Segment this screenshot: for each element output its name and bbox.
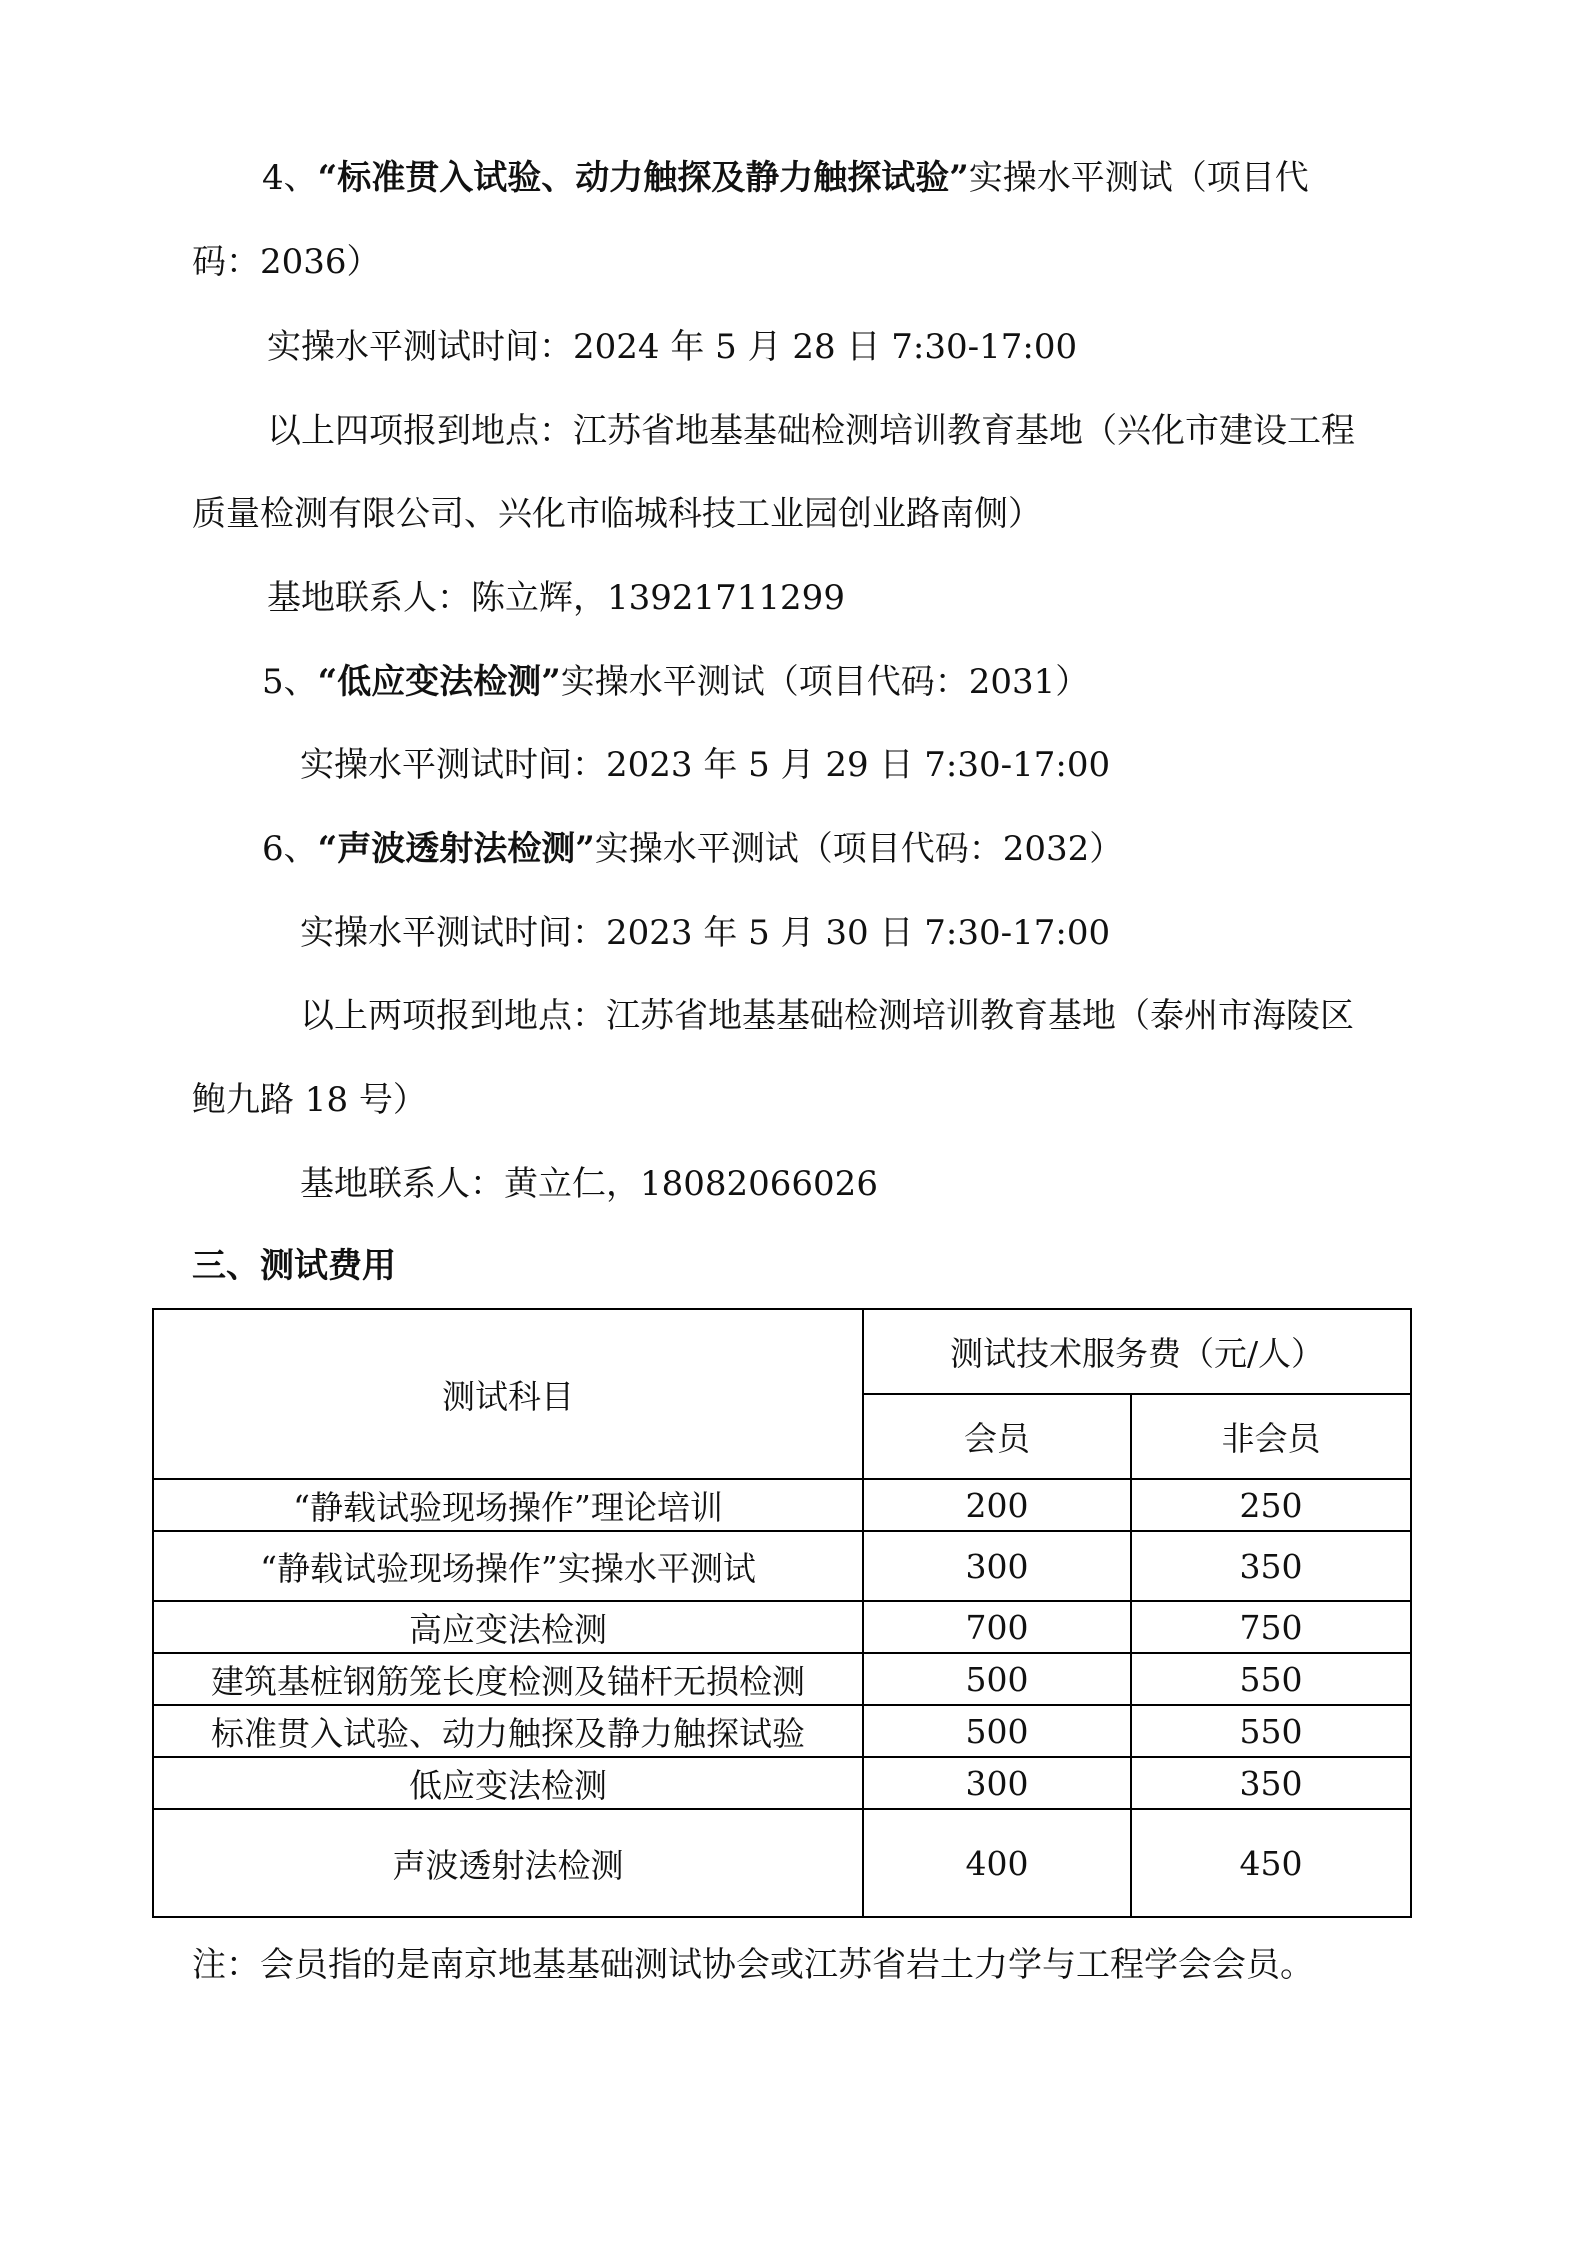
section-heading: 三、测试费用 bbox=[192, 1246, 396, 1286]
row-member-fee: 500 bbox=[863, 1705, 1131, 1757]
row-nonmember-fee: 450 bbox=[1131, 1809, 1411, 1917]
item-6-title: “声波透射法检测” bbox=[317, 829, 595, 869]
fee-table bbox=[152, 1308, 1412, 1918]
row-subject: 建筑基桩钢筋笼长度检测及锚杆无损检测 bbox=[153, 1653, 863, 1705]
table-row bbox=[153, 1757, 1411, 1809]
item-6-prefix: 6、 bbox=[262, 829, 318, 869]
item-5-prefix: 5、 bbox=[262, 662, 318, 702]
row-subject: 高应变法检测 bbox=[153, 1601, 863, 1653]
row-member-fee: 400 bbox=[863, 1809, 1131, 1917]
row-subject: 声波透射法检测 bbox=[153, 1809, 863, 1917]
location-2-line1: 以上两项报到地点：江苏省地基基础检测培训教育基地（泰州市海陵区 bbox=[300, 996, 1354, 1036]
item-6-suffix: 实操水平测试（项目代码：2032） bbox=[594, 829, 1124, 869]
row-member-fee: 700 bbox=[863, 1601, 1131, 1653]
location-2-line2: 鲍九路 18 号） bbox=[192, 1080, 427, 1120]
table-row bbox=[153, 1653, 1411, 1705]
item-6-heading bbox=[262, 829, 1123, 869]
location-1-line1: 以上四项报到地点：江苏省地基基础检测培训教育基地（兴化市建设工程 bbox=[267, 411, 1355, 451]
item-4-suffix: 实操水平测试（项目代 bbox=[968, 158, 1309, 198]
table-row bbox=[153, 1809, 1411, 1917]
item-4-heading bbox=[262, 158, 1309, 198]
table-row bbox=[153, 1601, 1411, 1653]
row-nonmember-fee: 250 bbox=[1131, 1479, 1411, 1531]
row-nonmember-fee: 550 bbox=[1131, 1705, 1411, 1757]
item-4-time: 实操水平测试时间：2024 年 5 月 28 日 7:30-17:00 bbox=[267, 327, 1078, 367]
row-member-fee: 500 bbox=[863, 1653, 1131, 1705]
row-member-fee: 300 bbox=[863, 1757, 1131, 1809]
row-subject: 标准贯入试验、动力触探及静力触探试验 bbox=[153, 1705, 863, 1757]
header-fee: 测试技术服务费（元/人） bbox=[863, 1309, 1411, 1394]
header-subject: 测试科目 bbox=[153, 1309, 863, 1479]
row-subject: “静载试验现场操作”实操水平测试 bbox=[153, 1531, 863, 1601]
header-member: 会员 bbox=[863, 1394, 1131, 1479]
row-member-fee: 300 bbox=[863, 1531, 1131, 1601]
item-5-heading bbox=[262, 662, 1089, 702]
location-1-contact: 基地联系人：陈立辉，13921711299 bbox=[267, 578, 845, 618]
item-4-prefix: 4、 bbox=[262, 158, 318, 198]
item-6-time: 实操水平测试时间：2023 年 5 月 30 日 7:30-17:00 bbox=[300, 913, 1111, 953]
location-2-contact: 基地联系人：黄立仁，18082066026 bbox=[300, 1164, 878, 1204]
row-nonmember-fee: 550 bbox=[1131, 1653, 1411, 1705]
row-subject: “静载试验现场操作”理论培训 bbox=[153, 1479, 863, 1531]
footnote: 注：会员指的是南京地基基础测试协会或江苏省岩土力学与工程学会会员。 bbox=[192, 1945, 1314, 1985]
table-header-row bbox=[153, 1309, 1411, 1394]
item-4-code: 码：2036） bbox=[192, 242, 381, 282]
table-row bbox=[153, 1479, 1411, 1531]
item-5-suffix: 实操水平测试（项目代码：2031） bbox=[560, 662, 1090, 702]
location-1-line2: 质量检测有限公司、兴化市临城科技工业园创业路南侧） bbox=[192, 494, 1042, 534]
table-row bbox=[153, 1705, 1411, 1757]
row-nonmember-fee: 750 bbox=[1131, 1601, 1411, 1653]
row-member-fee: 200 bbox=[863, 1479, 1131, 1531]
table-row bbox=[153, 1531, 1411, 1601]
item-4-title: “标准贯入试验、动力触探及静力触探试验” bbox=[317, 158, 969, 198]
row-nonmember-fee: 350 bbox=[1131, 1757, 1411, 1809]
item-5-title: “低应变法检测” bbox=[317, 662, 561, 702]
row-nonmember-fee: 350 bbox=[1131, 1531, 1411, 1601]
header-nonmember: 非会员 bbox=[1131, 1394, 1411, 1479]
row-subject: 低应变法检测 bbox=[153, 1757, 863, 1809]
item-5-time: 实操水平测试时间：2023 年 5 月 29 日 7:30-17:00 bbox=[300, 745, 1111, 785]
